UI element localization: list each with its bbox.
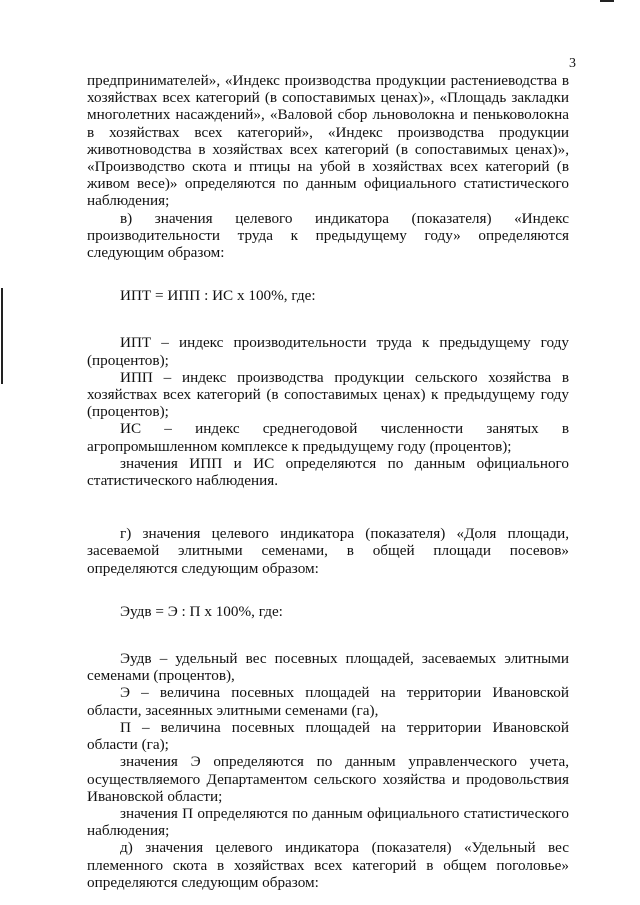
definition-eudv: Эудв – удельный вес посевных площадей, засеваемых элитными семенами (процентов),	[87, 650, 569, 685]
definition-p: П – величина посевных площадей на территории Ивановской области (га);	[87, 718, 569, 754]
paragraph-item-g: г) значения целевого индикатора (показателя) «Доля площади, засеваемой элитными семенами, в общей площади посевов» определяются следующим образом:	[87, 525, 569, 577]
paragraph-continuation: предпринимателей», «Индекс производства продукции растениеводства в хозяйствах всех категорий (в сопоставимых ценах)», «Площадь закладки многолетних насаждений», «Валовой сбор льноволокна и пеньковолокна в хозяйствах всех категорий», «Индекс производства продукции животноводства в хозяйствах всех категорий (в сопоставимых ценах)», «Производство скота и птицы на убой в хозяйствах всех категорий (в живом весе)» определяются по данным официального статистического наблюдения;	[87, 72, 569, 210]
definition-sources-e: значения Э определяются по данным управленческого учета, осуществляемого Департаментом сельского хозяйства и продовольствия Ивановской области;	[87, 753, 569, 805]
page-number: 3	[569, 56, 576, 71]
paragraph-item-v: в) значения целевого индикатора (показателя) «Индекс производительности труда к предыдущему году» определяются следующим образом:	[87, 209, 569, 262]
document-body	[87, 72, 569, 891]
definition-sources-p: значения П определяются по данным официального статистического наблюдения;	[87, 804, 569, 840]
paragraph-item-d: д) значения целевого индикатора (показателя) «Удельный вес племенного скота в хозяйствах всех категорий в общем поголовье» определяются следующим образом:	[87, 839, 569, 891]
formula-eudv: Эудв = Э : П х 100%, где:	[120, 602, 283, 620]
definition-e: Э – величина посевных площадей на территории Ивановской области, засеянных элитными семенами (га),	[87, 684, 569, 719]
definition-ipt: ИПТ – индекс производительности труда к предыдущему году (процентов);	[87, 334, 569, 369]
definition-is: ИС – индекс среднегодовой численности занятых в агропромышленном комплексе к предыдущему году (процентов);	[87, 420, 569, 455]
scan-mark-top-right	[600, 0, 614, 2]
formula-ipt: ИПТ = ИПП : ИС х 100%, где:	[120, 287, 316, 305]
definition-sources-ipp-is: значения ИПП и ИС определяются по данным официального статистического наблюдения.	[87, 454, 569, 490]
scan-mark-left-edge	[1, 288, 3, 384]
definition-ipp: ИПП – индекс производства продукции сельского хозяйства в хозяйствах всех категорий (в сопоставимых ценах) к предыдущему году (процентов);	[87, 368, 569, 421]
